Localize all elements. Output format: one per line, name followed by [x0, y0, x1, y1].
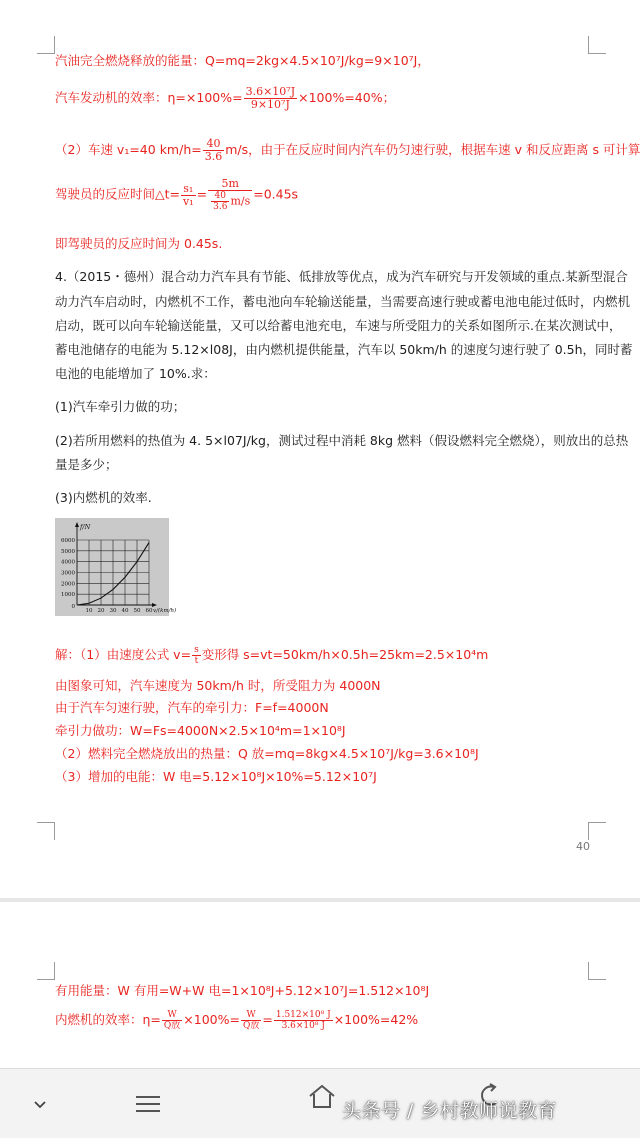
- useful-energy-line: 有用能量：W 有用=W+W 电=1×10⁸J+5.12×10⁷J=1.512×10⁸J: [55, 983, 430, 998]
- reaction-time-conclusion: 即驾驶员的反应时间为 0.45s.: [55, 236, 223, 251]
- chevron-down-icon: [32, 1096, 48, 1112]
- efficiency-line: 汽车发动机的效率：η=×100%= $\frac{\text{3.6×10⁷J}}{\text{9×10⁷J}}$ ×100%=40%；: [55, 85, 396, 111]
- solution-step: 由于汽车匀速行驶，汽车的牵引力：F=f=4000N: [55, 700, 329, 715]
- home-icon: [307, 1083, 337, 1109]
- page-number: 40: [576, 840, 590, 853]
- y-axis-label: f/N: [80, 523, 91, 531]
- x-tick-label: 20: [97, 608, 105, 614]
- y-tick-label: 5000: [61, 548, 75, 555]
- x-tick-label: 30: [109, 608, 117, 614]
- problem-text: 启动，既可以向车轮输送能量，又可以给蓄电池充电，车速与所受阻力的关系如图所示.在某次测试中，: [55, 318, 622, 333]
- page-corner-mark: [37, 36, 55, 54]
- home-button[interactable]: [300, 1061, 344, 1131]
- answer-line: 汽油完全燃烧释放的能量：Q=mq=2kg×4.5×10⁷J/kg=9×10⁷J，: [55, 53, 430, 68]
- menu-button[interactable]: [124, 1069, 172, 1139]
- question-2: 量是多少；: [55, 457, 118, 472]
- solution-step-1: 解：（1）由速度公式 v= $\frac{s}{t}$ 变形得 s=vt=50km/h×0.5h=25km=2.5×10⁴m: [55, 645, 489, 666]
- question-3: (3)内燃机的效率.: [55, 490, 152, 505]
- x-tick-label: 40: [121, 608, 129, 614]
- engine-efficiency-line: 内燃机的效率：η= $\frac{W}{\text{Q放}}$ ×100%= $\frac{W}{\text{Q放}}$ = $\frac{\text{1.512×10⁸ J}}{\text{3.6×10⁸ J}}$ ×100%=42%: [55, 1010, 419, 1031]
- page-corner-mark: [588, 822, 606, 840]
- y-tick-label: 3000: [61, 570, 75, 577]
- y-tick-label: 4000: [61, 559, 75, 566]
- x-tick-label: 60: [145, 608, 153, 614]
- y-axis-arrow: [75, 522, 79, 527]
- problem-text: 蓄电池储存的电能为 5.12×l08J，由内燃机提供能量，汽车以 50km/h 的速度匀速行驶了 0.5h，同时蓄: [55, 342, 633, 357]
- speed-resistance-chart: [55, 518, 177, 616]
- solution-step-3: （3）增加的电能：W 电=5.12×10⁸J×10%=5.12×10⁷J: [55, 769, 377, 784]
- reaction-time-line: 驾驶员的反应时间△t= $\frac{\text{s₁}}{\text{v₁}}$ = 5m $\frac{40}{3.6}$ m/s =0.45s: [55, 177, 299, 212]
- menu-icon: [135, 1094, 161, 1114]
- page-corner-mark: [588, 962, 606, 980]
- document-page-41: [0, 902, 640, 1068]
- solution-step: 由图象可知，汽车速度为 50km/h 时，所受阻力为 4000N: [55, 678, 381, 693]
- speed-line: （2）车速 v₁=40 km/h= $\frac{40}{3.6}$ m/s，由于在反应时间内汽车仍匀速行驶，根据车速 v 和反应距离 s 可计算: [55, 137, 640, 163]
- chart-svg: [55, 518, 177, 616]
- watermark: 头条号 / 乡村教师说教育: [342, 1100, 557, 1122]
- x-axis-label: v/(km/h): [153, 608, 177, 614]
- problem-text: 4.（2015・德州）混合动力汽车具有节能、低排放等优点，成为汽车研究与开发领域的重点.某新型混合: [55, 269, 628, 284]
- question-2: (2)若所用燃料的热值为 4. 5×l07J/kg，测试过程中消耗 8kg 燃料（假设燃料完全燃烧），则放出的总热: [55, 433, 629, 448]
- page-corner-mark: [588, 36, 606, 54]
- origin-label: 0: [71, 604, 75, 610]
- problem-text: 动力汽车启动时，内燃机不工作，蓄电池向车轮输送能量，当需要高速行驶或蓄电池电能过低时，内燃机: [55, 294, 631, 309]
- solution-step: 牵引力做功：W=Fs=4000N×2.5×10⁴m=1×10⁸J: [55, 723, 346, 738]
- solution-step-2: （2）燃料完全燃烧放出的热量：Q 放=mq=8kg×4.5×10⁷J/kg=3.6×10⁸J: [55, 746, 479, 761]
- x-axis-arrow: [152, 603, 157, 607]
- y-tick-label: 2000: [61, 581, 75, 588]
- page-corner-mark: [37, 822, 55, 840]
- x-tick-label: 10: [85, 608, 93, 614]
- page-corner-mark: [37, 962, 55, 980]
- y-tick-label: 6000: [61, 538, 75, 544]
- question-1: (1)汽车牵引力做的功；: [55, 399, 186, 414]
- y-tick-label: 1000: [61, 592, 75, 599]
- x-tick-label: 50: [133, 608, 141, 614]
- problem-text: 电池的电能增加了 10%.求：: [55, 366, 216, 381]
- collapse-button[interactable]: [18, 1069, 62, 1139]
